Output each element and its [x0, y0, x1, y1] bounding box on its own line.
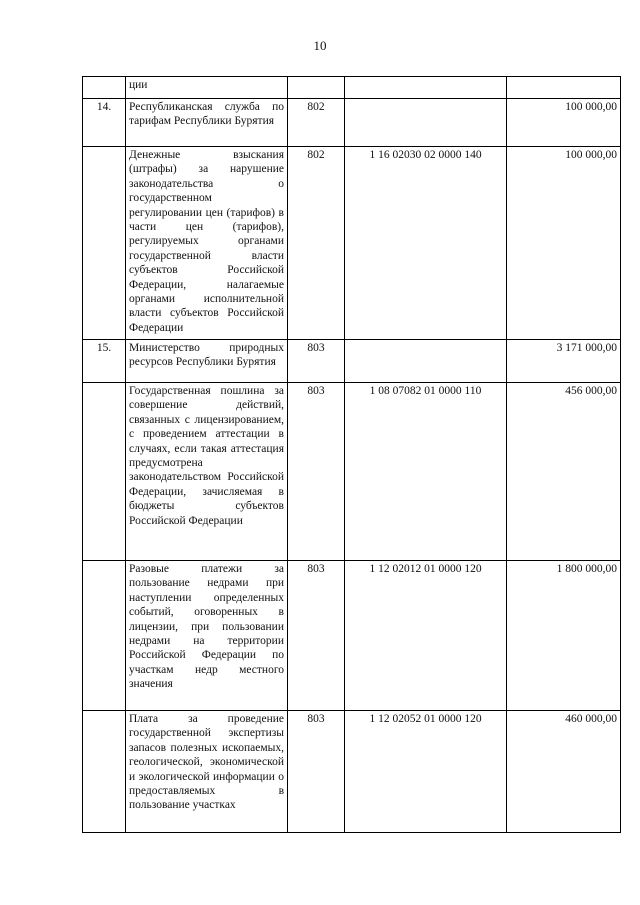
row-admin-code	[288, 77, 345, 99]
row-name-text: Плата за проведение государственной экспертизы запасов полезных ископаемых, геологической, экономической и экологической информации о предоставляемых в пользование участках	[129, 713, 284, 812]
table-row	[83, 711, 621, 833]
row-amount: 456 000,00	[507, 383, 621, 561]
row-name	[126, 99, 288, 147]
row-budget-code	[345, 77, 507, 99]
table-row	[83, 99, 621, 147]
row-amount: 3 171 000,00	[507, 340, 621, 383]
row-amount: 1 800 000,00	[507, 561, 621, 711]
row-budget-code: 1 08 07082 01 0000 110	[345, 383, 507, 561]
row-amount	[507, 77, 621, 99]
row-number	[83, 711, 126, 833]
row-admin-code: 802	[288, 147, 345, 340]
row-budget-code: 1 16 02030 02 0000 140	[345, 147, 507, 340]
row-budget-code	[345, 99, 507, 147]
row-number	[83, 383, 126, 561]
row-name	[126, 383, 288, 561]
row-name-text: Министерство природных ресурсов Республики Бурятия	[129, 342, 284, 369]
row-budget-code: 1 12 02052 01 0000 120	[345, 711, 507, 833]
row-name-text: Республиканская служба по тарифам Республики Бурятия	[129, 101, 284, 128]
row-name	[126, 340, 288, 383]
table-row	[83, 383, 621, 561]
row-amount: 460 000,00	[507, 711, 621, 833]
row-number	[83, 561, 126, 711]
row-name	[126, 147, 288, 340]
row-name	[126, 711, 288, 833]
row-name	[126, 561, 288, 711]
row-name-text: ции	[129, 79, 148, 91]
row-number: 15.	[83, 340, 126, 383]
row-name-text: Денежные взыскания (штрафы) за нарушение законодательства о государственном регулировании цен (тарифов) в части цен (тарифов), регулируемых органами государственной власти субъектов Российской Федерации, налагаемые органами исполнительной власти субъектов Российской Федерации	[129, 149, 284, 334]
row-budget-code: 1 12 02012 01 0000 120	[345, 561, 507, 711]
row-number	[83, 77, 126, 99]
budget-table	[82, 76, 621, 833]
row-admin-code: 803	[288, 561, 345, 711]
table-row	[83, 147, 621, 340]
row-number	[83, 147, 126, 340]
row-name-text: Разовые платежи за пользование недрами при наступлении определенных событий, оговоренных в лицензии, при пользовании недрами на территории Российской Федерации по участкам недр местного значения	[129, 563, 284, 691]
row-admin-code: 803	[288, 711, 345, 833]
row-number: 14.	[83, 99, 126, 147]
row-budget-code	[345, 340, 507, 383]
row-name	[126, 77, 288, 99]
row-admin-code: 803	[288, 383, 345, 561]
row-admin-code: 802	[288, 99, 345, 147]
table-row	[83, 561, 621, 711]
row-amount: 100 000,00	[507, 147, 621, 340]
table-row	[83, 340, 621, 383]
row-amount: 100 000,00	[507, 99, 621, 147]
page-number: 10	[313, 38, 327, 53]
table-row	[83, 77, 621, 99]
row-name-text: Государственная пошлина за совершение действий, связанных с лицензированием, с проведением аттестации в случаях, если такая аттестация предусмотрена законодательством Российской Федерации, зачисляемая в бюджеты субъектов Российской Федерации	[129, 385, 284, 527]
row-admin-code: 803	[288, 340, 345, 383]
